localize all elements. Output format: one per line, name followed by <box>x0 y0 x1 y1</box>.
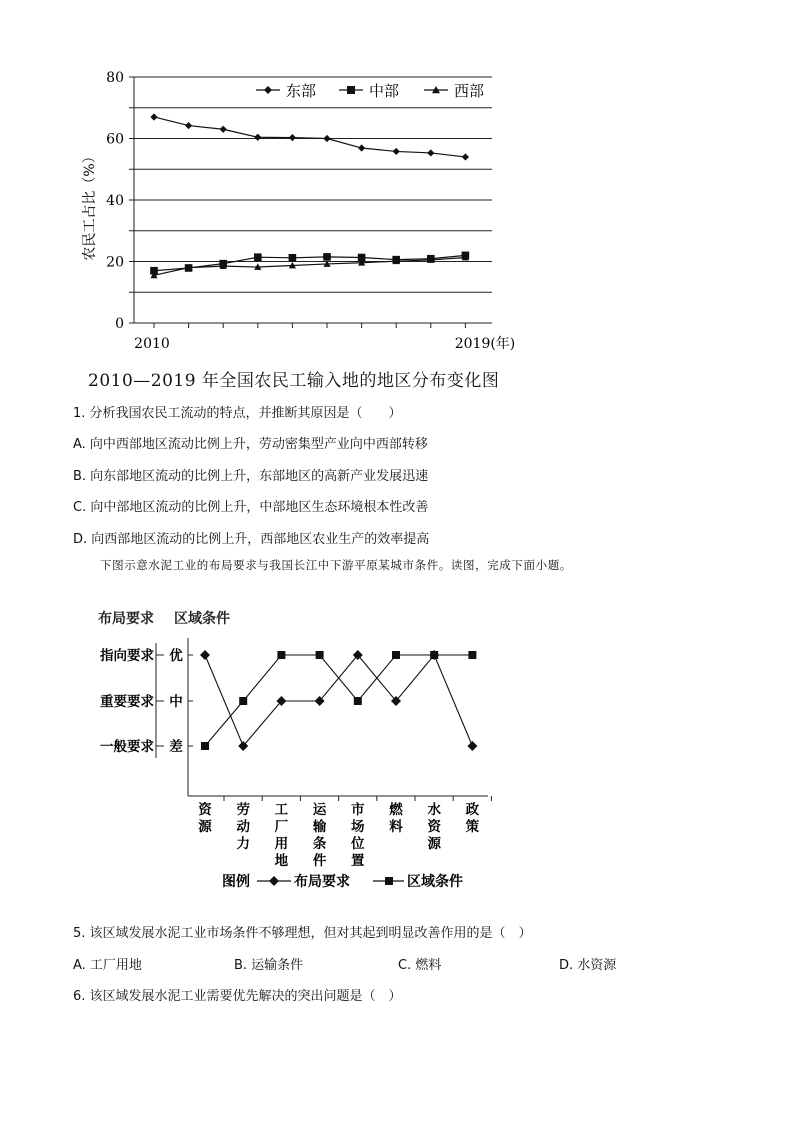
y-tick-label: 40 <box>106 193 124 209</box>
category-label: 政策 <box>465 802 480 835</box>
legend-marker-diamond <box>264 86 272 94</box>
y-tick-label: 80 <box>106 70 124 86</box>
header-layout-requirement: 布局要求 <box>98 611 154 627</box>
question-1-option-a: A. 向中西部地区流动比例上升，劳动密集型产业向中西部转移 <box>73 437 428 452</box>
series-line-square <box>154 255 465 270</box>
data-point-square <box>430 651 438 659</box>
data-point-diamond <box>462 153 469 160</box>
series-line-diamond <box>154 117 465 157</box>
legend-marker-square <box>385 877 393 885</box>
data-point-diamond <box>150 113 157 120</box>
level-label-right: 优 <box>169 648 183 664</box>
category-label: 工厂用地 <box>274 802 289 869</box>
question-1-option-d: D. 向西部地区流动的比例上升，西部地区农业生产的效率提高 <box>73 532 430 547</box>
category-label: 市场位置 <box>351 802 365 869</box>
data-point-diamond <box>427 149 434 156</box>
category-label: 燃料 <box>389 802 403 835</box>
category-label: 资源 <box>198 802 212 835</box>
question-5-option-a: A. 工厂用地 <box>73 958 142 973</box>
data-point-diamond <box>185 122 192 129</box>
data-point-diamond <box>220 126 227 133</box>
question-5-option-b: B. 运输条件 <box>234 958 304 973</box>
question-1-stem: 1. 分析我国农民工流动的特点，并推断其原因是（ ） <box>73 406 402 421</box>
data-point-square <box>354 697 362 705</box>
x-tick-label: 2019(年) <box>454 336 516 352</box>
migrant-worker-line-chart <box>60 60 530 360</box>
question-5-stem: 5. 该区域发展水泥工业市场条件不够理想，但对其起到明显改善作用的是（ ） <box>73 926 532 941</box>
data-point-square <box>289 254 297 262</box>
legend-label: 中部 <box>369 82 400 100</box>
data-point-square <box>277 651 285 659</box>
legend-marker-square <box>347 86 355 94</box>
data-point-square <box>468 651 476 659</box>
category-label: 水资源 <box>427 802 441 852</box>
legend-marker-diamond <box>269 876 279 886</box>
cement-layout-chart <box>80 598 500 898</box>
y-tick-label: 0 <box>115 316 124 332</box>
data-point-diamond <box>200 650 210 660</box>
question-6-stem: 6. 该区域发展水泥工业需要优先解决的突出问题是（ ） <box>73 989 402 1004</box>
legend-label: 布局要求 <box>294 874 350 890</box>
category-label: 运输条件 <box>312 802 327 869</box>
data-point-square <box>201 742 209 750</box>
question-5-option-d: D. 水资源 <box>559 958 617 973</box>
question-1-option-b: B. 向东部地区流动的比例上升，东部地区的高新产业发展迅速 <box>73 469 429 484</box>
data-point-square <box>323 253 331 261</box>
category-label: 劳动力 <box>236 802 250 852</box>
legend-label: 东部 <box>286 82 317 100</box>
level-label-right: 差 <box>169 739 183 755</box>
y-tick-label: 20 <box>106 254 124 271</box>
legend-label: 区域条件 <box>407 874 463 890</box>
data-point-diamond <box>289 134 296 141</box>
legend-title: 图例 <box>222 874 250 890</box>
data-point-diamond <box>323 135 330 142</box>
data-point-diamond <box>467 741 477 751</box>
x-tick-label: 2010 <box>134 336 170 352</box>
question-5-option-c: C. 燃料 <box>398 958 442 973</box>
data-point-diamond <box>358 144 365 151</box>
data-point-diamond <box>393 148 400 155</box>
level-label-left: 指向要求 <box>100 648 154 664</box>
level-label-left: 重要要求 <box>100 694 154 710</box>
y-tick-label: 60 <box>106 131 124 148</box>
question-1-option-c: C. 向中部地区流动的比例上升，中部地区生态环境根本性改善 <box>73 500 429 515</box>
section-intro: 下图示意水泥工业的布局要求与我国长江中下游平原某城市条件。读图，完成下面小题。 <box>100 558 572 572</box>
data-point-diamond <box>254 134 261 141</box>
data-point-square <box>239 697 247 705</box>
data-point-square <box>254 253 262 261</box>
data-point-square <box>392 651 400 659</box>
level-label-left: 一般要求 <box>100 739 154 755</box>
level-label-right: 中 <box>169 694 183 710</box>
data-point-square <box>316 651 324 659</box>
y-axis-label: 农民工占比（%） <box>82 149 98 261</box>
chart-caption: 2010—2019 年全国农民工输入地的地区分布变化图 <box>88 371 500 391</box>
legend-label: 西部 <box>454 82 485 100</box>
header-regional-condition: 区域条件 <box>174 611 230 627</box>
